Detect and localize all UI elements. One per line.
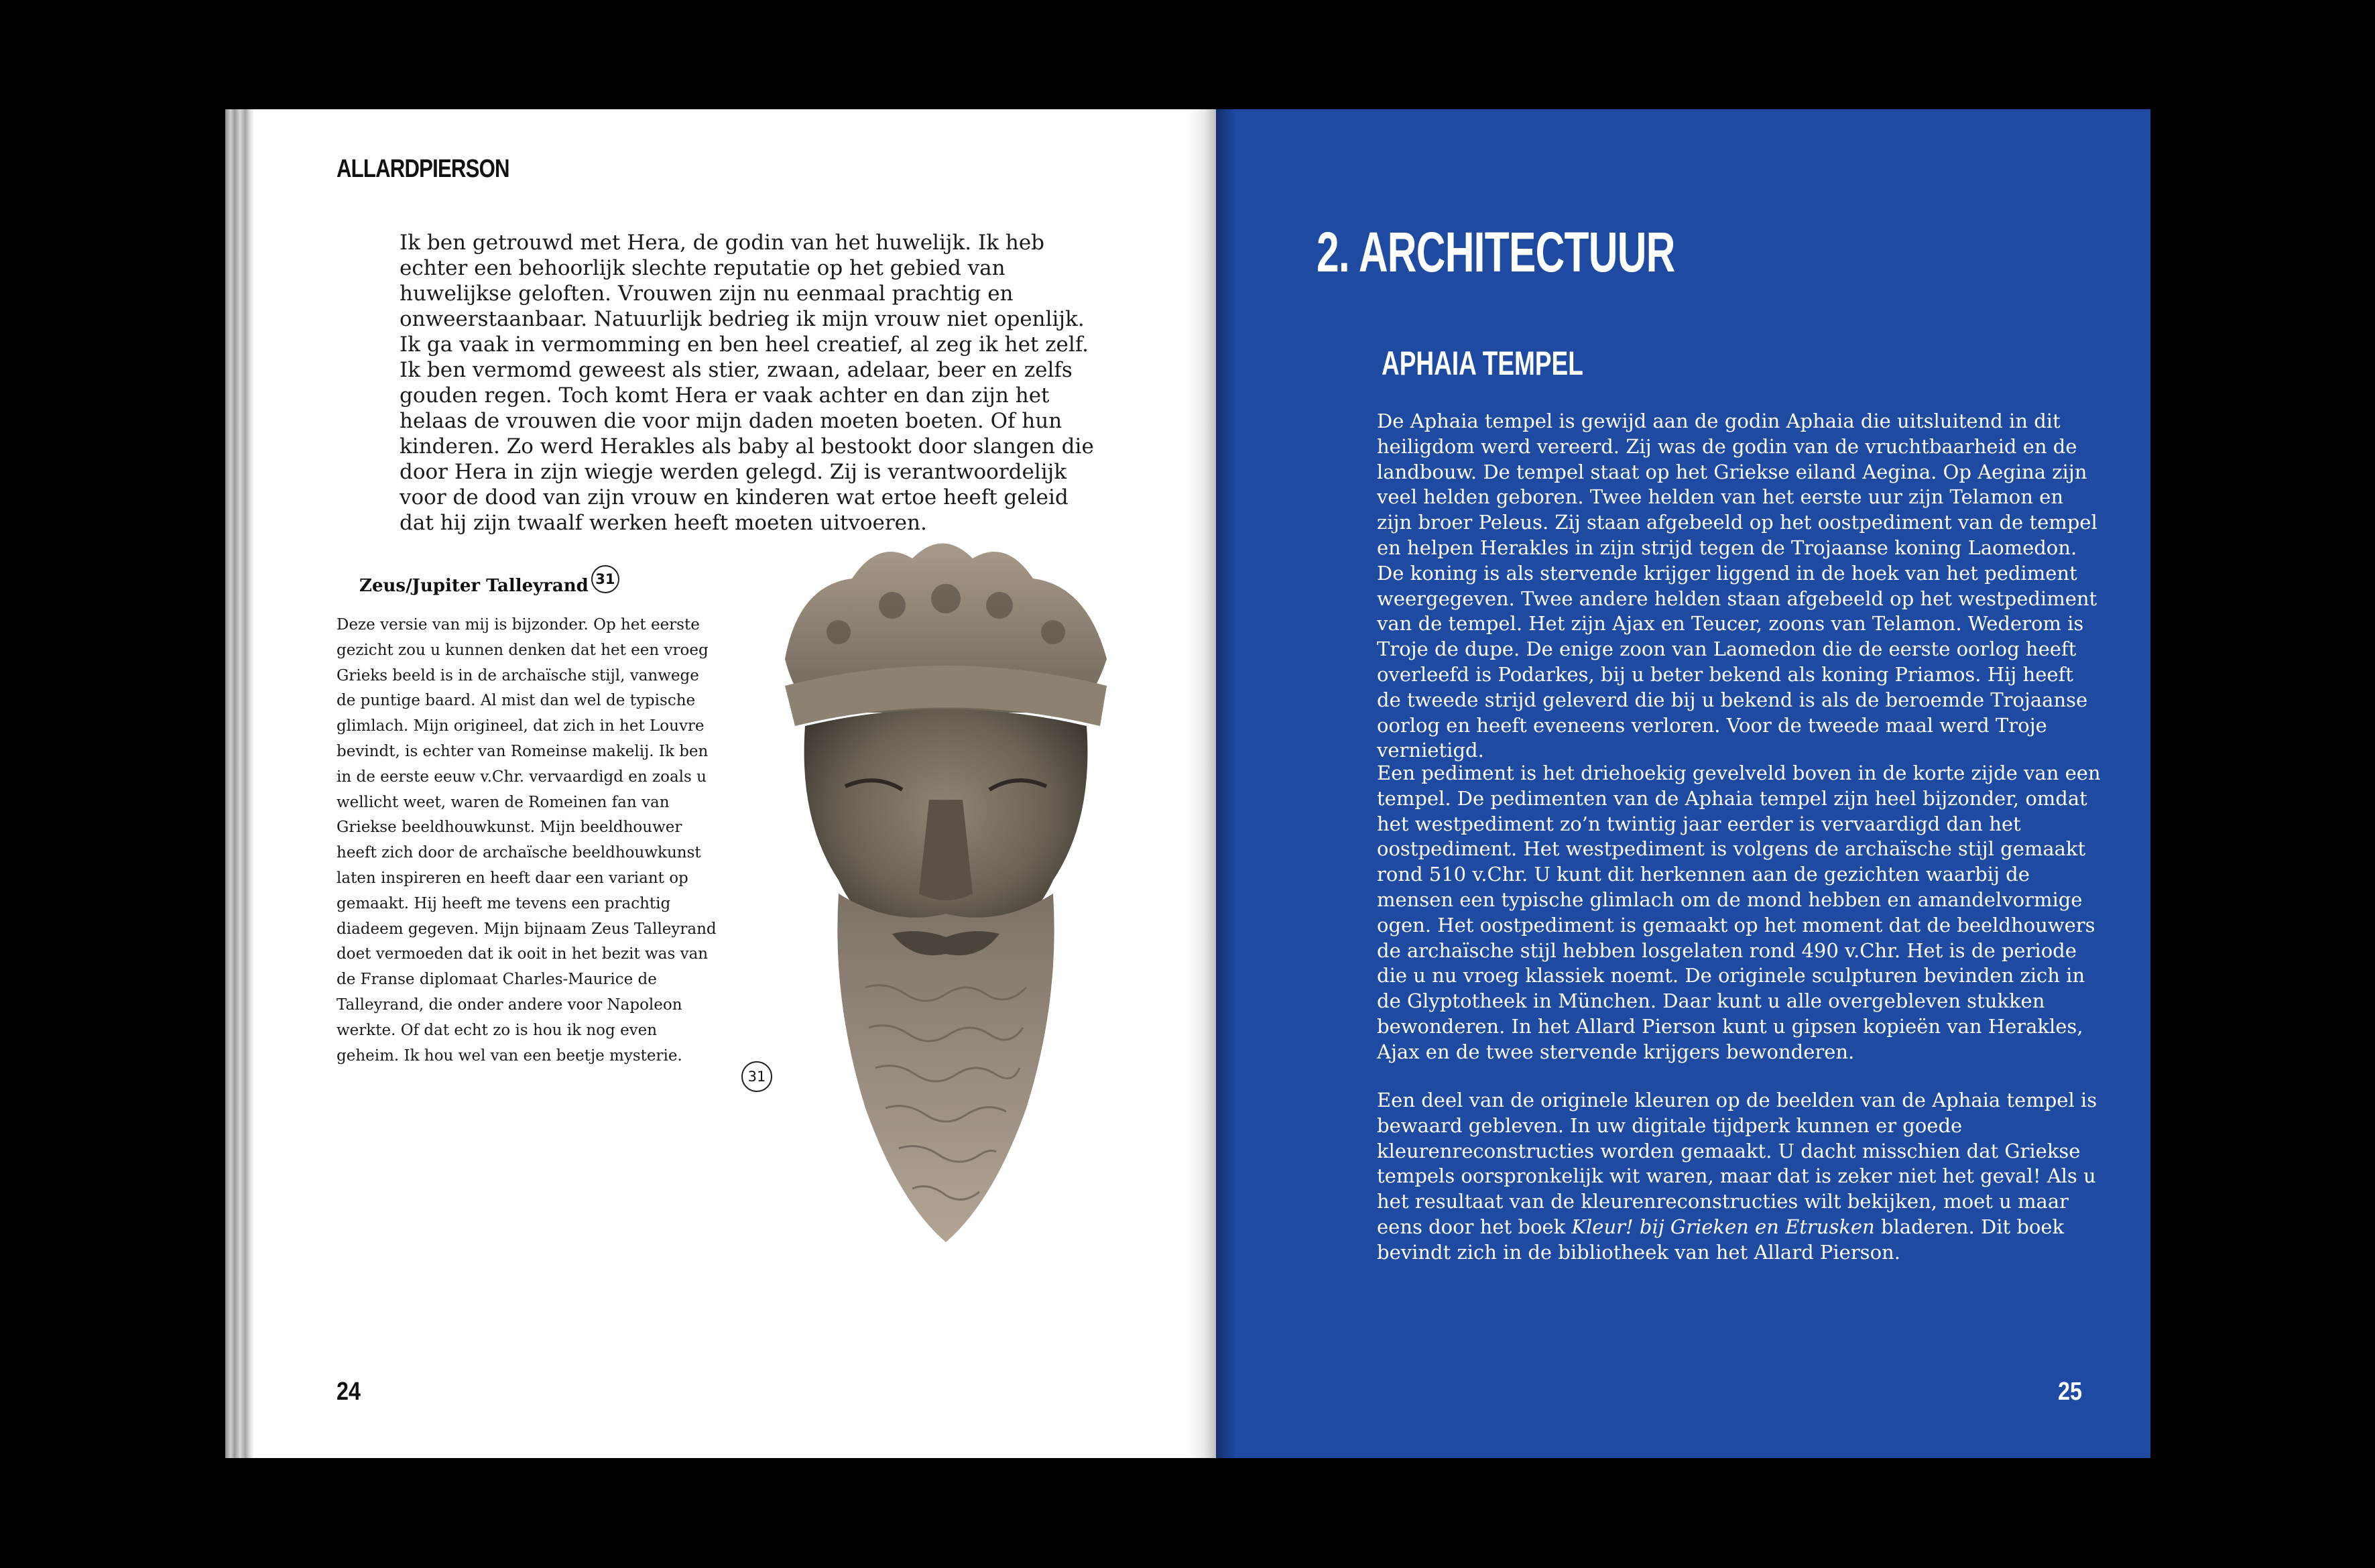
caption-title xyxy=(359,571,619,604)
page-number-left: 24 xyxy=(337,1378,361,1406)
paragraph-colors xyxy=(1377,1088,2101,1266)
caption-body: Deze versie van mij is bijzonder. Op het eerste gezicht zou u kunnen denken dat het een vroeg Grieks beeld is in de archaïsche stijl, vanwege de puntige baard. Al mist dan wel de typische glimlach. Mijn origineel, dat zich in het Louvre bevindt, is echter van Romeinse makelij. Ik ben in de eerste eeuw v.Chr. vervaardigd en zoals u wellicht weet, waren de Romeinen fan van Griekse beeldhouwkunst. Mijn beeldhouwer heeft zich door de archaïsche beeldhouwkunst laten inspireren en heeft daar een variant op gemaakt. Hij heeft me tevens een prachtig diadeem gegeven. Mijn bijnaam Zeus Talleyrand doet vermoeden dat ik ooit in het bezit was van de Franse diplomaat Charles-Maurice de Talleyrand, die onder andere voor Napoleon werkte. Of dat echt zo is hou ik nog even geheim. Ik hou wel van een beetje mysterie. xyxy=(337,616,717,1065)
page-edges xyxy=(225,109,253,1458)
left-page xyxy=(225,109,1216,1458)
paragraph-aphaia: De Aphaia tempel is gewijd aan de godin Aphaia die uitsluitend in dit heiligdom werd vereerd. Zij was de godin van de vruchtbaarheid en de landbouw. De tempel staat op het Griekse eiland Aegina. Op Aegina zijn veel helden geboren. Twee helden van het eerste uur zijn Telamon en zijn broer Peleus. Zij staan afgebeeld op het oostpediment van de tempel en helpen Herakles in zijn strijd tegen de Trojaanse koning Laomedon. De koning is als stervende krijger liggend in de hoek van het pediment weergegeven. Twee andere helden staan afgebeeld op het westpediment van de tempel. Het zijn Ajax en Teucer, zoons van Telamon. Wederom is Troje de dupe. De enige zoon van Laomedon die de eerste oorlog heeft overleefd is Podarkes, bij u beter bekend als koning Priamos. Hij heeft de tweede strijd geleverd die bij u bekend is als de beroemde Trojaanse oorlog en heeft eveneens verloren. Voor de tweede maal werd Troje vernietigd. xyxy=(1377,410,2097,762)
paragraph-pediment: Een pediment is het driehoekig gevelveld boven in de korte zijde van een tempel. De pedimenten van de Aphaia tempel zijn heel bijzonder, omdat het westpediment zo’n twintig jaar eerder is vervaardigd dan het oostpediment. Het westpediment is volgens de archaïsche stijl gemaakt rond 510 v.Chr. U kunt dit herkennen aan de gezichten waarbij de mensen een typische glimlach om de mond hebben en amandelvormige ogen. Het oostpediment is gemaakt op het moment dat de beeldhouwers de archaïsche stijl hebben losgelaten rond 490 v.Chr. Het is de periode die u nu vroeg klassiek noemt. De originele sculpturen bevinden zich in de Glyptotheek in München. Daar kunt u alle overgebleven stukken bewonderen. In het Allard Pierson kunt u gipsen kopieën van Herakles, Ajax en de twee stervende krijgers bewonderen. xyxy=(1377,762,2101,1063)
chapter-title: 2. ARCHITECTUUR xyxy=(1317,221,1675,284)
caption-number-badge: 31 xyxy=(591,565,619,593)
right-page xyxy=(1216,109,2150,1458)
gutter-shadow-right xyxy=(1216,109,1236,1458)
page-number-right: 25 xyxy=(2058,1378,2082,1406)
brand-header: ALLARDPIERSON xyxy=(337,155,509,183)
intro-paragraph: Ik ben getrouwd met Hera, de godin van het huwelijk. Ik heb echter een behoorlijk slechte reputatie op het gebied van huwelijkse geloften. Vrouwen zijn nu eenmaal prachtig en onweerstaanbaar. Natuurlijk bedrieg ik mijn vrouw niet openlijk. Ik ga vaak in vermomming en ben heel creatief, al zeg ik het zelf. Ik ben vermomd geweest als stier, zwaan, adelaar, beer en zelfs gouden regen. Toch komt Hera er vaak achter en dan zijn het helaas de vrouwen die voor mijn daden moeten boeten. Of hun kinderen. Zo werd Herakles als baby al bestookt door slangen die door Hera in zijn wiegje werden gelegd. Zij is verantwoordelijk voor de dood van zijn vrouw en kinderen wat ertoe heeft geleid dat hij zijn twaalf werken heeft moeten uitvoeren. xyxy=(400,231,1094,535)
book-title: Kleur! bij Grieken en Etrusken xyxy=(1571,1215,1875,1238)
caption-title-text: Zeus/Jupiter Talleyrand xyxy=(359,576,589,596)
section-title: APHAIA TEMPEL xyxy=(1382,345,1583,382)
paragraph-colors-end: bladeren. Dit boek bevindt zich in de bibliotheek van het Allard Pierson. xyxy=(1377,1215,2065,1264)
gutter-shadow xyxy=(1188,109,1216,1458)
book-spread xyxy=(225,109,2150,1458)
image-number-badge: 31 xyxy=(741,1061,772,1092)
zeus-statue-image xyxy=(758,532,1127,1256)
paragraph-colors-start: Een deel van de originele kleuren op de beelden van de Aphaia tempel is bewaard gebleven. In uw digitale tijdperk kunnen er goede kleurenreconstructies worden gemaakt. U dacht misschien dat Griekse tempels oorspronkelijk wit waren, maar dat is zeker niet het geval! Als u het resultaat van de kleurenreconstructies wilt bekijken, moet u maar eens door het boek xyxy=(1377,1089,2097,1238)
